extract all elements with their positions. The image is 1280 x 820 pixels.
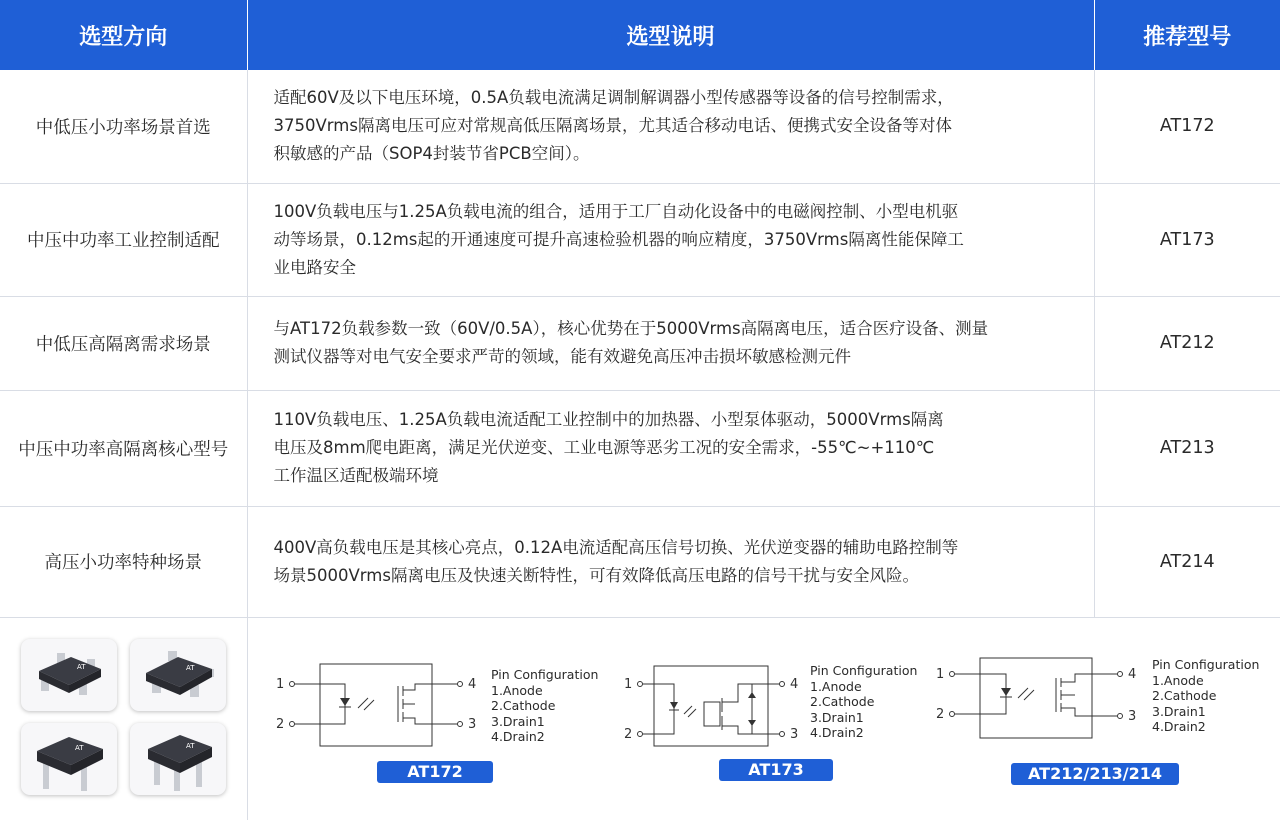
description-line: 3750Vrms隔离电压可应对常规高低压隔离场景，尤其适合移动电话、便携式安全设备等对体 <box>273 116 952 136</box>
pin-number: 2 <box>276 717 285 732</box>
product-photos <box>0 618 248 820</box>
pin-label: 4.Drain2 <box>810 725 864 740</box>
at173-pin-configuration <box>810 663 917 741</box>
row-model: AT212 <box>1094 296 1280 390</box>
at172-circuit-diagram <box>270 658 490 758</box>
pin-label: 3.Drain1 <box>491 713 545 729</box>
row-description <box>247 506 1094 617</box>
at172-badge: AT172 <box>377 761 493 783</box>
description-line: 场景5000Vrms隔离电压及快速关断特性，可有效降低高压电路的信号干扰与安全风险。 <box>273 565 919 585</box>
pin-label: 1.Anode <box>810 678 862 694</box>
svg-text:AT: AT <box>186 742 195 750</box>
row-direction: 中压中功率工业控制适配 <box>0 183 247 296</box>
description-line: 适配60V及以下电压环境，0.5A负载电流满足调制解调器小型传感器等设备的信号控制需求， <box>273 88 954 108</box>
description-line: 动等场景，0.12ms起的开通速度可提升高速检验机器的响应精度，3750Vrms隔离性能保障工 <box>273 229 964 249</box>
row-model: AT172 <box>1094 70 1280 183</box>
pin-number: 4 <box>790 677 799 692</box>
svg-text:AT: AT <box>77 663 86 671</box>
svg-text:AT: AT <box>186 664 195 672</box>
table-row <box>0 296 1280 390</box>
pin-number: 1 <box>624 677 633 692</box>
pin-number: 3 <box>1128 709 1137 724</box>
description-line: 100V负载电压与1.25A负载电流的组合，适用于工厂自动化设备中的电磁阀控制、小型电机驱 <box>273 201 959 221</box>
at173-circuit-diagram <box>618 662 808 752</box>
pin-number: 3 <box>790 727 799 742</box>
header-model: 推荐型号 <box>1094 0 1280 70</box>
table-row <box>0 506 1280 617</box>
pin-number: 1 <box>936 667 945 682</box>
pin-number: 4 <box>468 677 477 692</box>
row-direction: 中压中功率高隔离核心型号 <box>0 390 247 506</box>
sop4-package-photo <box>21 639 117 711</box>
table-header-row <box>0 0 1280 70</box>
row-description <box>247 183 1094 296</box>
description-line: 业电路安全 <box>273 257 356 277</box>
pin-label: 3.Drain1 <box>1152 703 1206 719</box>
row-description <box>247 70 1094 183</box>
svg-text:AT: AT <box>75 744 84 752</box>
pin-number: 2 <box>936 707 945 722</box>
at172-pin-configuration <box>491 667 598 745</box>
at212-circuit-diagram <box>930 654 1144 750</box>
row-description <box>247 296 1094 390</box>
description-line: 与AT172负载参数一致（60V/0.5A），核心优势在于5000Vrms高隔离电压，适合医疗设备、测量 <box>273 319 989 338</box>
description-line: 积敏感的产品（SOP4封装节省PCB空间）。 <box>273 144 590 164</box>
pin-label: 2.Cathode <box>491 698 556 713</box>
product-section <box>0 618 1280 820</box>
dip4-package-photo <box>21 723 117 795</box>
description-line: 110V负载电压、1.25A负载电流适配工业控制中的加热器、小型泵体驱动，5000Vrms隔离 <box>273 410 944 429</box>
pin-number: 2 <box>624 727 633 742</box>
pin-number: 4 <box>1128 667 1137 682</box>
sop4-package-photo <box>130 639 226 711</box>
pin-config-title: Pin Configuration <box>491 667 599 682</box>
pin-number: 3 <box>468 717 477 732</box>
pin-label: 4.Drain2 <box>1152 719 1206 734</box>
header-description: 选型说明 <box>247 0 1094 70</box>
header-direction: 选型方向 <box>0 0 247 70</box>
pin-config-title: Pin Configuration <box>1152 657 1260 672</box>
table-row <box>0 183 1280 296</box>
row-direction: 高压小功率特种场景 <box>0 506 247 617</box>
pin-label: 1.Anode <box>1152 672 1204 688</box>
pin-label: 2.Cathode <box>810 694 875 709</box>
pin-label: 4.Drain2 <box>491 729 545 744</box>
description-line: 电压及8mm爬电距离，满足光伏逆变、工业电源等恶劣工况的安全需求，-55℃~+110℃ <box>273 438 935 457</box>
pin-number: 1 <box>276 677 285 692</box>
description-line: 测试仪器等对电气安全要求严苛的领域，能有效避免高压冲击损坏敏感检测元件 <box>273 347 851 366</box>
description-line: 工作温区适配极端环境 <box>273 466 439 485</box>
row-model: AT214 <box>1094 506 1280 617</box>
pin-label: 1.Anode <box>491 682 543 698</box>
table-row <box>0 390 1280 506</box>
dip4-package-photo <box>130 723 226 795</box>
at212-213-214-badge: AT212/213/214 <box>1011 763 1179 785</box>
at212-pin-configuration <box>1152 657 1259 735</box>
row-direction: 中低压小功率场景首选 <box>0 70 247 183</box>
at173-badge: AT173 <box>719 759 833 781</box>
row-description <box>247 390 1094 506</box>
pin-label: 3.Drain1 <box>810 709 864 725</box>
pin-label: 2.Cathode <box>1152 688 1217 703</box>
row-model: AT213 <box>1094 390 1280 506</box>
pin-config-title: Pin Configuration <box>810 663 918 678</box>
row-model: AT173 <box>1094 183 1280 296</box>
row-direction: 中低压高隔离需求场景 <box>0 296 247 390</box>
description-line: 400V高负载电压是其核心亮点，0.12A电流适配高压信号切换、光伏逆变器的辅助电路控制等 <box>273 537 959 557</box>
table-row <box>0 70 1280 183</box>
